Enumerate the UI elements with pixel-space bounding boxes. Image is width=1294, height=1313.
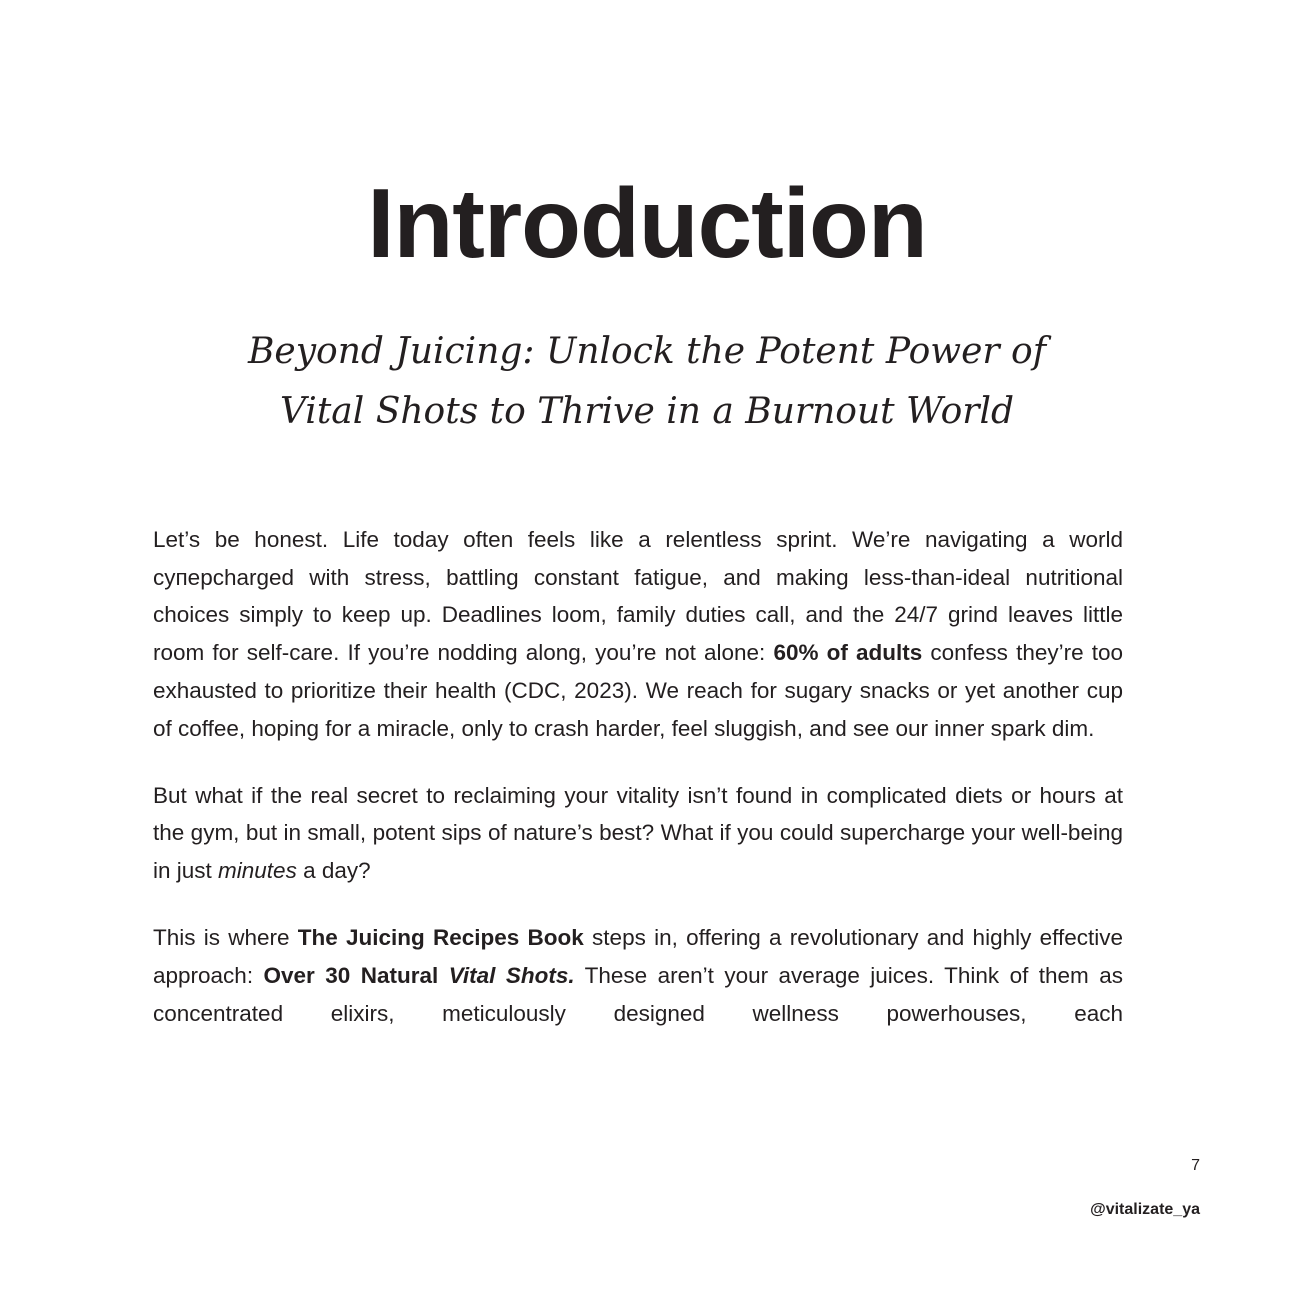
paragraph-3 <box>153 919 1123 1032</box>
page-subtitle <box>200 322 1094 442</box>
paragraph-1 <box>153 521 1123 747</box>
paragraph-3-text-b: steps in, offering a revolutionary and highly effective approach: <box>153 925 1123 989</box>
body-text <box>153 521 1123 1062</box>
paragraph-3-text-c: These aren’t your average juices. Think of them as concentrated elixirs, meticulously designed wellness powerhouses, each <box>153 963 1124 1026</box>
subtitle-line-2: Vital Shots to Thrive in a Burnout World <box>279 391 1015 432</box>
paragraph-2-text-a: But what if the real secret to reclaiming your vitality isn’t found in complicated diets or hours at the gym, but in small, potent sips of nature’s best? What if you could supercharge your well-being in just <box>153 782 1123 884</box>
paragraph-3-text-a: This is where <box>153 925 298 951</box>
social-handle: @vitalizate_ya <box>1090 1201 1200 1218</box>
paragraph-3-bold-phrase: Over 30 Natural <box>263 963 449 989</box>
subtitle-line-1: Beyond Juicing: Unlock the Potent Power of <box>247 331 1047 372</box>
paragraph-1-text-a: Let’s be honest. Life today often feels like a relentless sprint. We’re navigating a world суперcharged with stress, battling constant fatigue, and making less-than-ideal nutritional choices simply to keep up. Deadlines loom, family duties call, and the 24/7 grind leaves little room for self-care. If you’re nodding along, you’re not alone: <box>153 527 1123 666</box>
page-number: 7 <box>1191 1157 1200 1174</box>
paragraph-2-text-b: a day? <box>296 858 371 884</box>
paragraph-2 <box>153 777 1123 890</box>
paragraph-2-italic-emphasis: minutes <box>218 858 297 884</box>
paragraph-3-bold-italic-phrase: Vital Shots. <box>448 963 575 989</box>
paragraph-1-bold-statistic: 60% of adults <box>773 640 923 666</box>
paragraph-3-book-title: The Juicing Recipes Book <box>297 925 584 951</box>
paragraph-1-text-b: confess they’re too exhausted to prioritize their health (CDC, 2023). We reach for sugary snacks or yet another cup of coffee, hoping for a miracle, only to crash harder, feel sluggish, and see our inner spark dim. <box>153 640 1124 741</box>
page-title: Introduction <box>367 168 927 278</box>
